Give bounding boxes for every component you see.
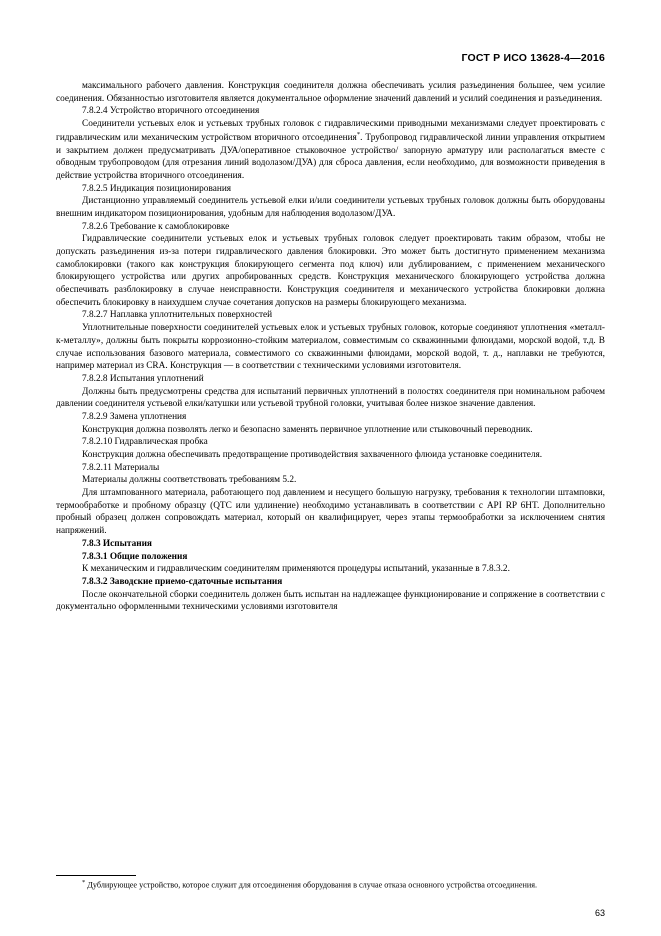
section-heading-7-8-2-4: 7.8.2.4 Устройство вторичного отсоединения	[82, 106, 260, 117]
section-heading-7-8-2-9: 7.8.2.9 Замена уплотнения	[82, 411, 187, 422]
paragraph: Материалы должны соответствовать требованиям 5.2.	[82, 475, 297, 486]
footnote-body: Дублирующее устройство, которое служит для отсоединения оборудования в случае отказа основного устройства отсоединения.	[87, 881, 538, 891]
section-heading-7-8-2-10: 7.8.2.10 Гидравлическая пробка	[82, 437, 208, 448]
paragraph: Должны быть предусмотрены средства для испытаний первичных уплотнений в полостях соединителя при номинальном рабочем давлении соединителя устьевой елки/катушки или устьевой трубной головки, учитывая более низкое значение давления.	[56, 386, 605, 410]
section-heading-7-8-2-7: 7.8.2.7 Наплавка уплотнительных поверхностей	[82, 310, 273, 321]
document-body	[56, 80, 605, 614]
section-heading-7-8-3-1: 7.8.3.1 Общие положения	[82, 551, 188, 562]
section-heading-7-8-2-6: 7.8.2.6 Требование к самоблокировке	[82, 221, 230, 232]
standard-title: ГОСТ Р ИСО 13628-4—2016	[461, 52, 605, 64]
section-heading-7-8-3: 7.8.3 Испытания	[82, 538, 152, 549]
paragraph: Конструкция должна позволять легко и безопасно заменять первичное уплотнение или стыковочный переводник.	[82, 424, 533, 435]
paragraph: Конструкция должна обеспечивать предотвращение противодействия захваченного флюида установке соединителя.	[82, 450, 543, 461]
paragraph: Дистанционно управляемый соединитель устьевой елки и/или соединители устьевых трубных головок должны быть оборудованы внешним индикатором позиционирования, удобным для наблюдения водолазом/ДУА.	[56, 196, 605, 219]
paragraph: К механическим и гидравлическим соединителям применяются процедуры испытаний, указанные в 7.8.3.2.	[82, 564, 510, 575]
footnote-divider	[56, 875, 136, 876]
paragraph: максимального рабочего давления. Конструкция соединителя должна обеспечивать усилия разъединения большее, чем усилие соединения. Обязанностью изготовителя является документальное оформление значений давлений и усилий соединения и разъединения.	[56, 81, 605, 104]
footnote-reference: *	[356, 130, 361, 138]
footnote-area	[56, 875, 605, 892]
paragraph: После окончательной сборки соединитель должен быть испытан на надлежащее функционирование и сопряжение в соответствии с документально оформленными техническими условиями изготовителя	[56, 589, 605, 613]
paragraph: Для штампованного материала, работающего под давлением и несущего большую нагрузку, требования к технологии штамповки, термообработке и пробному образцу (QTC или удлинение) необходимо устанавливать в соответствии с API RP 6HT. Дополнительно пробный образец должен сопровождать материал, который он квалифицирует, через этапы термообработки за исключением снятия напряжений.	[56, 488, 605, 537]
paragraph: Гидравлические соединители устьевых елок и устьевых трубных головок следует проектировать таким образом, чтобы не допускать разъединения из-за потери гидравлического давления блокировки. Это может быть достигнуто применением механизма самоблокировки (такого как конструкция блокирующего сегмента под ключ) или дублированием, с применением механического блокирующего устройства или других апробированных средств. Конструкция механического блокирующего устройства должна обеспечивать разблокировку в случае неисправности. Конструкция соединителя и механического устройства блокировки должна обеспечить блокировку в наихудшем случае сочетания допусков на размеры блокирующего механизма.	[56, 234, 605, 308]
paragraph-with-footnote	[56, 118, 605, 183]
footnote-text	[56, 879, 605, 892]
footnote-marker: *	[82, 879, 86, 887]
paragraph-text-after-footnote: . Трубопровод гидравлической линии управления открытием и закрытием должен предусматривать ДУА/оперативное стыковочное устройство/ запорную арматуру или располагаться вместе с обводным трубопроводом (для отрезания линий водолазом/ДУА) для сброса давления, если необходимо, для возможности приведения в действие устройства вторичного отсоединения.	[56, 132, 605, 181]
paragraph-text-before-footnote: Соединители устьевых елок и устьевых трубных головок с гидравлическими приводными механизмами следует проектировать с гидравлическим или механическим устройством вторичного отсоединения	[56, 119, 605, 143]
page-header	[56, 52, 605, 64]
page-number: 63	[594, 908, 605, 918]
section-heading-7-8-2-11: 7.8.2.11 Материалы	[82, 462, 160, 473]
section-heading-7-8-2-5: 7.8.2.5 Индикация позиционирования	[82, 183, 232, 194]
section-heading-7-8-2-8: 7.8.2.8 Испытания уплотнений	[82, 373, 204, 384]
section-heading-7-8-3-2: 7.8.3.2 Заводские приемо-сдаточные испытания	[82, 576, 283, 587]
paragraph: Уплотнительные поверхности соединителей устьевых елок и устьевых трубных головок, которые соединяют уплотнения «металл-к-металлу», должны быть покрыты коррозионно-стойким материалом, совместимым со скважинными флюидами, морской водой, т.д. В случае использования базового материала, совместимого со скважинными флюидами, морской водой, т. д., наплавки не требуются, например материал из CRA. Конструкция — в соответствии с техническими условиями изготовителя.	[56, 323, 605, 372]
